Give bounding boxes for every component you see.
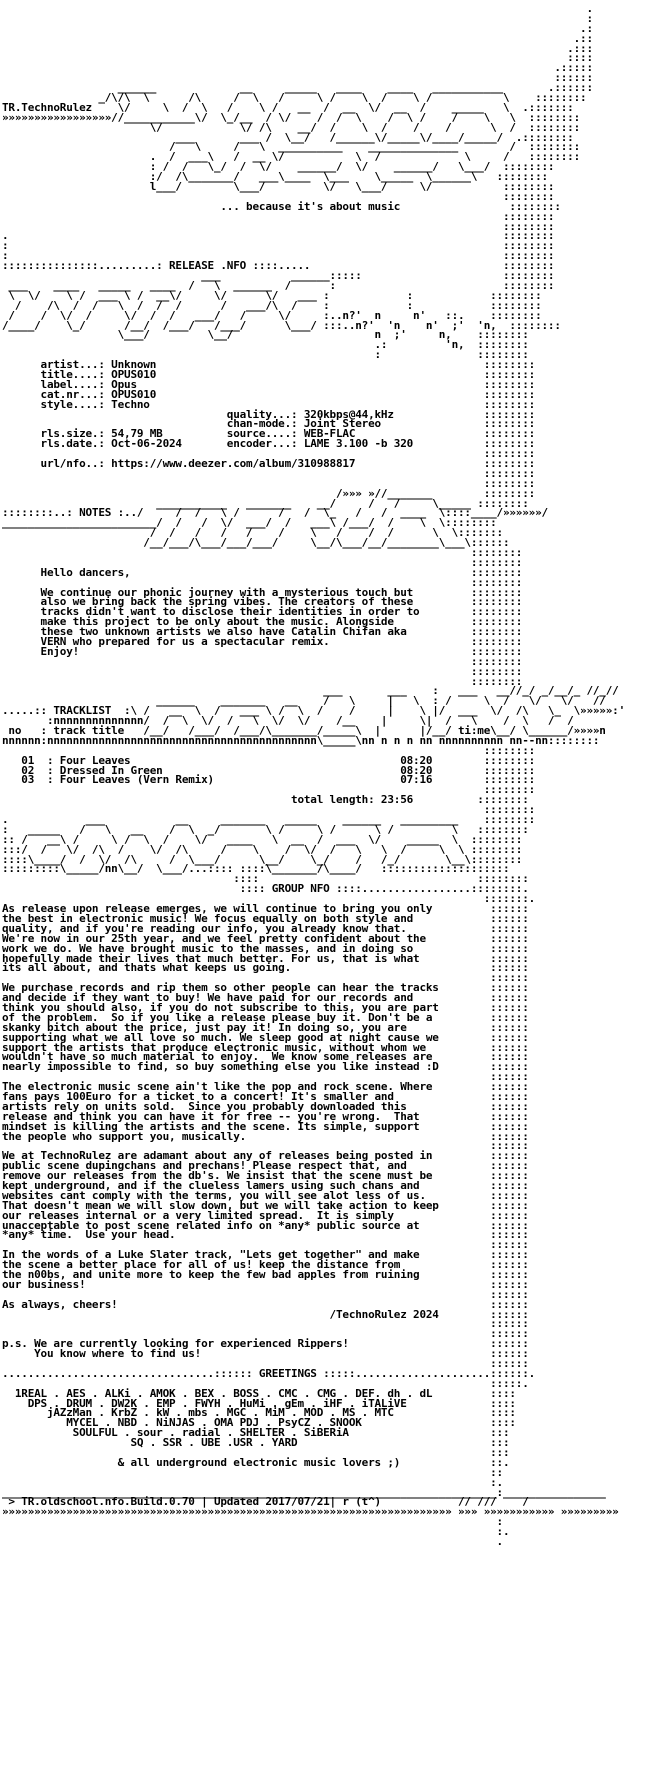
nfo-line: :::::: (2, 71, 593, 85)
nfo-line: :::::: (2, 1238, 529, 1252)
nfo-line: »»»»»»»»»»»»»»»»»»»»»»»»»»»»»»»»»»»»»»»»»»»»»»»»»»»»»»»»»»»»»»»»»»»»»» »»» »»»»»»»»»»» »»»»»»»»» (2, 1505, 619, 1519)
nfo-line: . :::::::: (2, 229, 555, 243)
nfo-line: nnnnnn:nnnnnnnnnnnnnnnnnnnnnnnnnnnnnnnnnnnnnnnnnn\_____\nn n n n nn nnnnnnnnnn nn--nn:::::::: (2, 733, 600, 747)
nfo-line: :::::::: (2, 466, 536, 480)
nfo-line: total length: 23:56 :::::::: (2, 793, 529, 807)
nfo-line: 02 : Dressed In Green 08:20 :::::::: (2, 763, 536, 777)
nfo-line: mindset is killing the artists and the scene. Its simple, support :::::: (2, 1119, 529, 1133)
nfo-line: quality, and if you're reading our info, you already know that. :::::: (2, 921, 529, 935)
nfo-line: / / / / / / \ / / / \ \::::::: (2, 526, 503, 540)
nfo-line: :::::::::::::::.........: RELEASE .NFO ::::..... :::::::: (2, 259, 555, 273)
nfo-line: :::::::: (2, 219, 555, 233)
nfo-line: We purchase records and rip them so other people can hear the tracks :::::: (2, 981, 529, 995)
nfo-line: /____/ \_/ /__/ /___/ /___/ \___/ :::..n?' 'n n' ;' 'n, :::::::: (2, 318, 561, 332)
nfo-line: ... because it's about music :::::::: (2, 199, 561, 213)
nfo-line: :::::::: (2, 575, 523, 589)
nfo-line: \___/ \__/ n ;' n, :::::::: (2, 328, 529, 342)
nfo-line: As always, cheers! :::::: (2, 1297, 529, 1311)
nfo-line: As release upon release emerges, we will continue to bring you only :::::: (2, 902, 529, 916)
nfo-line: :/ /\_______/ ___\____ \___ \_____ \______\ :::::::: (2, 170, 548, 184)
nfo-line: support the artists that produce electronic music, without whom we :::::: (2, 1040, 529, 1054)
nfo-line: ___ ______::::: :::::::: (2, 269, 555, 283)
nfo-line: .::: (2, 41, 593, 55)
nfo-line: DPS . DRUM . DW2K . EMP . FWYH . HuMi . gEm . iHF . iTALiVE :::: (2, 1396, 516, 1410)
nfo-line: :::::::: (2, 674, 523, 688)
nfo-line: TR.TechnoRulez \/ \ / \ / \ / __ / __ \/ __ / _____ \ .::::::: (2, 100, 574, 114)
nfo-line: ___ ___ : ___ __//_/ _/__/_ //_// (2, 684, 619, 698)
nfo-line: title....: OPUS010 :::::::: (2, 367, 536, 381)
nfo-line: / /\ / / \ / / / / ___/\ / : : :::::::: (2, 298, 542, 312)
nfo-line: the best in electronic music! We focus equally on both style and :::::: (2, 911, 529, 925)
nfo-line: : :::::::: (2, 249, 555, 263)
nfo-line: : (2, 11, 593, 25)
nfo-line: .................................:::::: GREETINGS :::::.....................::::::. (2, 1366, 536, 1380)
nfo-line: :::::: (2, 1327, 529, 1341)
nfo-line: We're now in our 25th year, and we feel pretty confident about the :::::: (2, 931, 529, 945)
nfo-line: : _____ / \ __ / \ _/ \ / \ / \ / \ :::::::: (2, 822, 529, 836)
nfo-line: work we do. We have brought music to the masses, and in doing so :::::: (2, 941, 529, 955)
nfo-line: wouldn't have so much material to enjoy. We know some releases are :::::: (2, 1050, 529, 1064)
nfo-line: no : track title /__/ /___/ /___/\_______/_____\ | |/__/ ti:me\__/ \______/»»»»n (2, 724, 606, 738)
nfo-line: websites cant comply with the terms, you will see alot less of us. :::::: (2, 1188, 529, 1202)
nfo-line: ______ _______ __ / \ | \ : / \ / \/ \/ // (2, 694, 606, 708)
nfo-line: rls.size.: 54,79 MB source....: WEB-FLAC :::::::: (2, 427, 536, 441)
nfo-line: l___/ \___/ \/ \___/ \/ :::::::: (2, 180, 555, 194)
nfo-line: our releases internal or a very limited spread. It is simply :::::: (2, 1208, 529, 1222)
nfo-line: :::: :::::::: (2, 872, 529, 886)
nfo-line: nearly impossible to find, so buy something else you like instead :D :::::: (2, 1060, 529, 1074)
nfo-line: »»»»»»»»»»»»»»»»»//___________\/ \_/__ / \/ / / \ / \ / / \ \ :::::::: (2, 110, 581, 124)
nfo-line: .:: (2, 31, 593, 45)
nfo-line: / \ / \ __________ ______________ / :::::::: (2, 140, 581, 154)
nfo-line: ::: (2, 1446, 510, 1460)
nfo-line: .....:: TRACKLIST :\ / __ \ / ___ \ / \ / / | \ |/ ___ \/ /\ \_ \»»»»»:' (2, 704, 625, 718)
nfo-line: :::: (2, 51, 593, 65)
nfo-line: :::::::: (2, 545, 523, 559)
nfo-line: MYCEL . NBD . NiNJAS . OMA PDJ . PsyCZ . SNOOK :::: (2, 1416, 516, 1430)
nfo-line: & all underground electronic music lovers ;) ::. (2, 1455, 510, 1469)
nfo-line: :::::::: (2, 743, 536, 757)
nfo-line: p.s. We are currently looking for experienced Rippers! :::::: (2, 1337, 529, 1351)
nfo-line: :. (2, 1525, 510, 1539)
nfo-line: :::: GROUP NFO ::::.................::::::::. (2, 882, 529, 896)
nfo-line: :::::::: (2, 664, 523, 678)
nfo-line: :::::::: (2, 447, 536, 461)
nfo-line: 01 : Four Leaves 08:20 :::::::: (2, 753, 536, 767)
nfo-document (2, 4, 625, 1547)
nfo-line: tracks didn't want to disclose their identities in order to :::::::: (2, 605, 523, 619)
nfo-line: :::::: (2, 1357, 529, 1371)
nfo-line: Hello dancers, :::::::: (2, 565, 523, 579)
nfo-line: \ \/ \ / ___ \ / __\/ \/ \/ ___ : : :::::::: (2, 288, 542, 302)
nfo-line: the people who support you, musically. :::::: (2, 1129, 529, 1143)
nfo-line: :::::. (2, 1376, 529, 1390)
nfo-line: skanky bitch about the price, just pay it! In doing so, you are :::::: (2, 1020, 529, 1034)
nfo-line: The electronic music scene ain't like the pop and rock scene. Where :::::: (2, 1080, 529, 1094)
nfo-line: remove our releases from the db's. We insist that the scene must be :::::: (2, 1169, 529, 1183)
nfo-line: :::/ / \/ /\ / \/ /\ / \ / \/ / \ \ / \ \ :::::::: (2, 842, 523, 856)
nfo-line: rls.date.: Oct-06-2024 encoder...: LAME 3.100 -b 320 :::::::: (2, 437, 536, 451)
nfo-line: *any* time. Use your head. :::::: (2, 1228, 529, 1242)
nfo-line: also we bring back the spring vibes. The creators of these :::::::: (2, 595, 523, 609)
nfo-line: /»»» »//_______ :::::::: (2, 486, 536, 500)
nfo-line: : :::::::: (2, 239, 555, 253)
nfo-line: :::::::: (2, 783, 536, 797)
nfo-line: /__/___/\___/___/___/ \__/\___/__/________\___\:::::: (2, 536, 510, 550)
nfo-line: You know where to find us! :::::: (2, 1347, 529, 1361)
nfo-line: .::::: (2, 61, 593, 75)
nfo-line: the n00bs, and unite more to keep the few bad apples from ruining :::::: (2, 1268, 529, 1281)
nfo-line: / / \/ / \/ / / ___/ / \/ :..n?' n n' ::. :::::::: (2, 308, 542, 322)
nfo-line: :: / __\ / \ / \ / \/ ____ \ __ / ___ \/ _____ \ :::::::: (2, 832, 523, 846)
nfo-line: SQ . SSR . UBE .USR . YARD ::: (2, 1436, 510, 1450)
nfo-line: : (2, 1515, 503, 1529)
nfo-line: . / ___\ / __ \/ \ / \ / :::::::: (2, 150, 581, 164)
nfo-line: and decide if they want to buy! We have paid for our records and :::::: (2, 991, 529, 1005)
nfo-line: .: 'n, :::::::: (2, 338, 529, 352)
nfo-line: the scene a better place for all of us! keep the distance from :::::: (2, 1258, 529, 1272)
nfo-line: :::::::: (2, 476, 536, 490)
nfo-line: ___________ _______ __/ / / \_____ :::::::: (2, 496, 529, 510)
nfo-line: release and think you can have it for free -- you're wrong. That :::::: (2, 1109, 529, 1123)
nfo-line: . (2, 1535, 503, 1549)
nfo-line: kept underground, and if the clueless lamers using such chans and :::::: (2, 1178, 529, 1192)
nfo-line: /TechnoRulez 2024 :::::: (2, 1307, 529, 1321)
nfo-line: these two unknown artists we also have Catalin Chifan aka :::::::: (2, 625, 523, 639)
nfo-line: In the words of a Luke Slater track, "Lets get together" and make :::::: (2, 1248, 529, 1262)
nfo-line: 03 : Four Leaves (Vern Remix) 07:16 :::::::: (2, 773, 536, 787)
nfo-line: :::::: (2, 1139, 529, 1153)
nfo-line: style....: Techno :::::::: (2, 397, 536, 411)
nfo-line: SOULFUL . sour . radial . SHELTER . SiBERiA ::: (2, 1426, 510, 1440)
nfo-line: ::::::::..: NOTES :../ / / \ / / / \_ / / ____ \::::____/»»»»»»/ (2, 506, 548, 520)
nfo-line: Enjoy! :::::::: (2, 644, 523, 658)
nfo-line: of the problem. So if you like a release please buy it. Don't be a :::::: (2, 1010, 529, 1024)
nfo-line: jAZzMan . KrbZ . kW . mbs . MGC . MiM . MOD . MS . MTC :::: (2, 1406, 516, 1420)
nfo-line: :::::::: (2, 803, 536, 817)
nfo-line: \/ \/ /\ __/ / \ / / / \ / :::::::: (2, 120, 581, 134)
nfo-line: chan-mode.: Joint Stereo :::::::: (2, 417, 536, 431)
nfo-line: :::::::: (2, 654, 523, 668)
nfo-line: think you should also, if you do not subscribe to this, you are part :::::: (2, 1000, 529, 1014)
nfo-line: our business! :::::: (2, 1277, 529, 1291)
nfo-line: VERN who prepared for us a spectacular remix. :::::::: (2, 635, 523, 648)
nfo-line: . ___ __ _______ _____ ______ _________ :::::::: (2, 813, 536, 827)
nfo-line: :::::: (2, 1317, 529, 1331)
nfo-line: :nnnnnnnnnnnnnn/ / \ \/ / \ \/ \/ /__ | \| / \ / \ / / (2, 714, 574, 728)
nfo-line: url/nfo..: https://www.deezer.com/album/310988817 :::::::: (2, 456, 536, 470)
nfo-line: hopefully made their lives that much better. For us, that is what :::::: (2, 951, 529, 965)
nfo-line: its all about, and thats what keeps us going. :::::: (2, 961, 529, 975)
nfo-line: : / / \_/ / \/ ______/ \/ ______/ \___/ :::::::: (2, 160, 555, 174)
nfo-line: :::::::. (2, 892, 536, 906)
nfo-line: artist...: Unknown :::::::: (2, 358, 536, 372)
nfo-line: ___ ____ _____ ____ / \ ______ / : :::::::: (2, 278, 555, 292)
nfo-line: 1REAL . AES . ALKi . AMOK . BEX . BOSS . CMC . CMG . DEF. dh . dL :::: (2, 1386, 516, 1400)
nfo-line: :::::::: (2, 209, 555, 223)
nfo-line: quality...: 320kbps@44,kHz :::::::: (2, 407, 536, 421)
nfo-line: :::::: (2, 1070, 529, 1084)
nfo-line: fans pays 100Euro for a ticket to a concert! It's smaller and :::::: (2, 1089, 529, 1103)
nfo-line: supporting what we all love so much. We sleep good at night cause we :::::: (2, 1030, 529, 1044)
nfo-line: make this project to be only about the music. Alongside :::::::: (2, 615, 523, 629)
nfo-line: cat.nr...: OPUS010 :::::::: (2, 387, 536, 401)
nfo-line: .: (2, 21, 593, 35)
nfo-line: _/\/\ \ /\ / \ / \ / \ / \ / \ :::::::: (2, 91, 587, 105)
nfo-line: We continue our phonic journey with a mysterious touch but :::::::: (2, 585, 523, 599)
nfo-line: :: (2, 1465, 503, 1479)
nfo-line: > TR.oldschool.nfo.Build.0.70 | Updated 2017/07/21| r (t^) // /// / (2, 1495, 529, 1509)
nfo-line: label....: Opus :::::::: (2, 377, 536, 391)
nfo-line: unacceptable to post scene related info on *any* public source at :::::: (2, 1218, 529, 1232)
nfo-line: :::::::: (2, 189, 555, 203)
nfo-line: :. (2, 1475, 503, 1489)
nfo-line: ______ __ _____ ____ ____ ___________ .:::::: (2, 81, 593, 95)
nfo-line: :::::::::\_____/nn\__/ \___/...:::: ::::\_______/\____/ :::::::::::::::::::: (2, 862, 510, 876)
nfo-line: :::::: (2, 1287, 529, 1301)
nfo-line: That doesn't mean we will slow down, but we will take action to keep :::::: (2, 1198, 529, 1212)
nfo-line: ________________________/ / / \/ ___/ / ___\ /___/ / \ \:::::::: (2, 516, 497, 530)
nfo-line: ::::\____/ / \/ /\ / \___/ \__/ \_/ / /_/ \__\:::::::: (2, 852, 523, 866)
nfo-line: _____________________________________________________________________________:________________ (2, 1485, 606, 1499)
nfo-line: : :::::::: (2, 348, 529, 362)
nfo-line: We at TechnoRulez are adamant about any of releases being posted in :::::: (2, 1149, 529, 1163)
nfo-line: public scene dupingchans and prechans! Please respect that, and :::::: (2, 1159, 529, 1173)
nfo-line: artists rely on units sold. Since you probably downloaded this :::::: (2, 1099, 529, 1113)
nfo-line: :::::::: (2, 555, 523, 569)
nfo-line: ___ ___ / \__/ /______\/_____\/____/_____/ .:::::::: (2, 130, 574, 144)
nfo-line: . (2, 2, 593, 15)
nfo-line: :::::: (2, 971, 529, 985)
